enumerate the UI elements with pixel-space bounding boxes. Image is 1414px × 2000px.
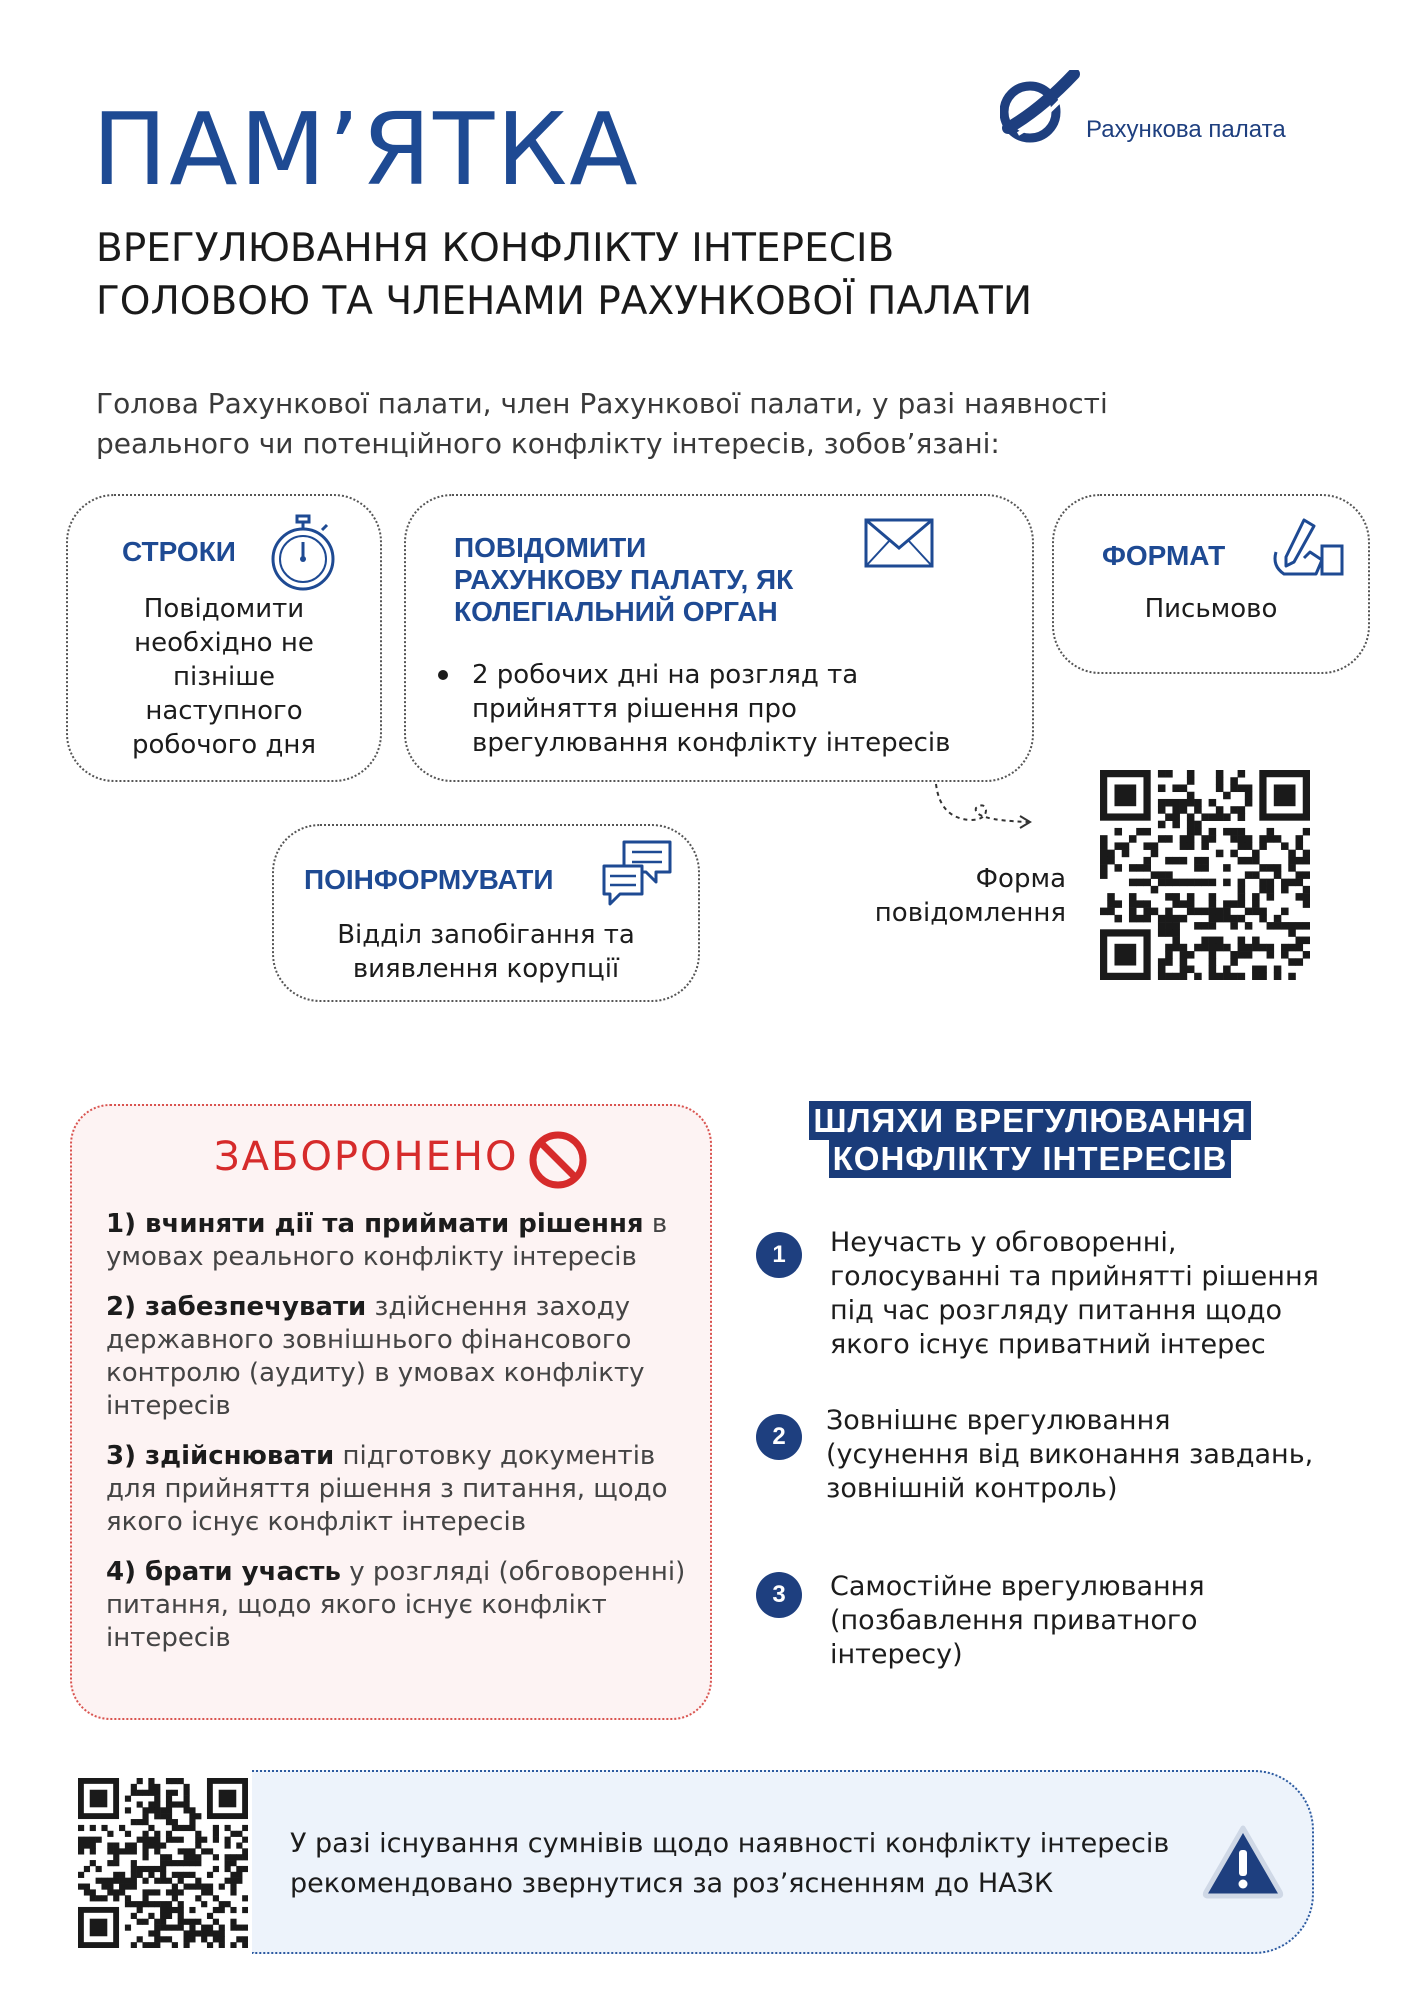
step-line: під час розгляду питання щодо [830, 1295, 1282, 1326]
ways-title-line: ШЛЯХИ ВРЕГУЛЮВАННЯ [809, 1101, 1250, 1140]
banner-line: У разі існування сумнівів щодо наявності конфлікту інтересів [290, 1828, 1170, 1859]
step-line: (усунення від виконання завдань, [826, 1439, 1314, 1470]
forbidden-item-detail: у розгляді (обговоренні) питання, щодо якого існує конфлікт інтересів [106, 1557, 686, 1653]
intro-text [96, 384, 1108, 464]
form-qr-code[interactable] [1100, 770, 1310, 980]
writing-hand-icon [1270, 516, 1346, 580]
forbidden-item-action: 3) здійснювати [106, 1441, 335, 1471]
forbidden-item [106, 1440, 696, 1539]
deadlines-line: необхідно не [134, 628, 314, 658]
forbidden-item [106, 1556, 696, 1655]
ways-title-line: КОНФЛІКТУ ІНТЕРЕСІВ [829, 1139, 1232, 1178]
format-title: ФОРМАТ [1102, 540, 1226, 571]
step-line: зовнішній контроль) [826, 1473, 1118, 1504]
notify-title-line: РАХУНКОВУ ПАЛАТУ, ЯК [454, 564, 794, 595]
notify-title-line: КОЛЕГІАЛЬНИЙ ОРГАН [454, 596, 778, 627]
form-link-line: повідомлення [874, 898, 1066, 928]
page-title: ПАМ’ЯТКА [92, 91, 640, 208]
deadlines-line: Повідомити [143, 594, 305, 624]
intro-line: Голова Рахункової палати, член Рахункової палати, у разі наявності [96, 387, 1108, 420]
notify-bullet-line: 2 робочих дні на розгляд та [472, 660, 859, 690]
form-link-line: Форма [975, 864, 1066, 894]
notify-bullet-text [472, 658, 950, 760]
format-box [1052, 494, 1370, 674]
notify-title [454, 532, 793, 628]
deadlines-text [68, 592, 380, 762]
notify-box [404, 494, 1034, 782]
forbidden-item-detail: підготовку документів для прийняття рішення з питання, щодо якого існує конфлікт інтересів [106, 1441, 668, 1537]
ways-title [800, 1102, 1260, 1178]
step-line: Зовнішнє врегулювання [826, 1405, 1171, 1436]
no-entry-icon [528, 1130, 588, 1190]
forbidden-item-detail: здійснення заходу державного зовнішнього фінансового контролю (аудиту) в умовах конфлікту інтересів [106, 1292, 645, 1421]
logo-text: Рахункова палата [1086, 116, 1286, 143]
inform-line: виявлення корупції [352, 954, 620, 984]
step-line: Самостійне врегулювання [830, 1571, 1205, 1602]
step-text [830, 1570, 1205, 1672]
deadlines-title: СТРОКИ [122, 536, 236, 567]
stopwatch-icon [270, 514, 336, 594]
step-number: 1 [756, 1232, 802, 1278]
dashed-arrow [930, 780, 1040, 840]
forbidden-item-detail: в умовах реального конфлікту інтересів [106, 1209, 668, 1272]
step-text [826, 1404, 1313, 1506]
notify-bullet [438, 658, 1008, 760]
notify-bullet-line: прийняття рішення про [472, 694, 797, 724]
forbidden-item-action: 4) брати участь [106, 1557, 341, 1587]
forbidden-item [106, 1291, 696, 1423]
step-line: Неучасть у обговоренні, [830, 1227, 1177, 1258]
step-line: голосуванні та прийнятті рішення [830, 1261, 1319, 1292]
deadlines-line: робочого дня [131, 730, 317, 760]
warning-icon [1200, 1822, 1286, 1900]
notify-bullet-line: врегулювання конфлікту інтересів [472, 728, 951, 758]
step-text [830, 1226, 1319, 1362]
format-text: Письмово [1144, 594, 1278, 624]
deadlines-box [66, 494, 382, 782]
step-number: 3 [756, 1572, 802, 1618]
subtitle-line: ГОЛОВОЮ ТА ЧЛЕНАМИ РАХУНКОВОЇ ПАЛАТИ [96, 279, 1033, 324]
bullet-dot [438, 670, 448, 680]
form-link-label[interactable] [836, 862, 1066, 930]
inform-line: Відділ запобігання та [337, 920, 635, 950]
forbidden-item-action: 2) забезпечувати [106, 1292, 367, 1322]
banner-line: рекомендовано звернутися за роз’ясненням до НАЗК [290, 1868, 1054, 1899]
subtitle-line: ВРЕГУЛЮВАННЯ КОНФЛІКТУ ІНТЕРЕСІВ [96, 226, 895, 271]
step-line: якого існує приватний інтерес [830, 1329, 1266, 1360]
page-subtitle [96, 222, 1032, 328]
forbidden-title: ЗАБОРОНЕНО [214, 1134, 519, 1180]
envelope-icon [864, 518, 934, 568]
inform-text [274, 918, 698, 986]
nazk-banner [252, 1770, 1314, 1954]
inform-box [272, 824, 700, 1002]
forbidden-item-action: 1) вчиняти дії та приймати рішення [106, 1209, 644, 1239]
nazk-qr-code[interactable] [78, 1778, 248, 1948]
deadlines-line: пізніше [172, 662, 276, 692]
step-number: 2 [756, 1414, 802, 1460]
forbidden-list [106, 1208, 696, 1672]
notify-title-line: ПОВІДОМИТИ [454, 532, 647, 563]
logo-mark-icon [1000, 70, 1080, 150]
forbidden-box [70, 1104, 712, 1720]
logo [1000, 70, 1360, 150]
step-line: інтересу) [830, 1639, 963, 1670]
banner-text [290, 1824, 1169, 1904]
chat-bubbles-icon [600, 838, 674, 908]
intro-line: реального чи потенційного конфлікту інтересів, зобов’язані: [96, 427, 1000, 460]
inform-title: ПОІНФОРМУВАТИ [304, 864, 554, 895]
forbidden-item [106, 1208, 696, 1274]
step-line: (позбавлення приватного [830, 1605, 1198, 1636]
deadlines-line: наступного [145, 696, 303, 726]
